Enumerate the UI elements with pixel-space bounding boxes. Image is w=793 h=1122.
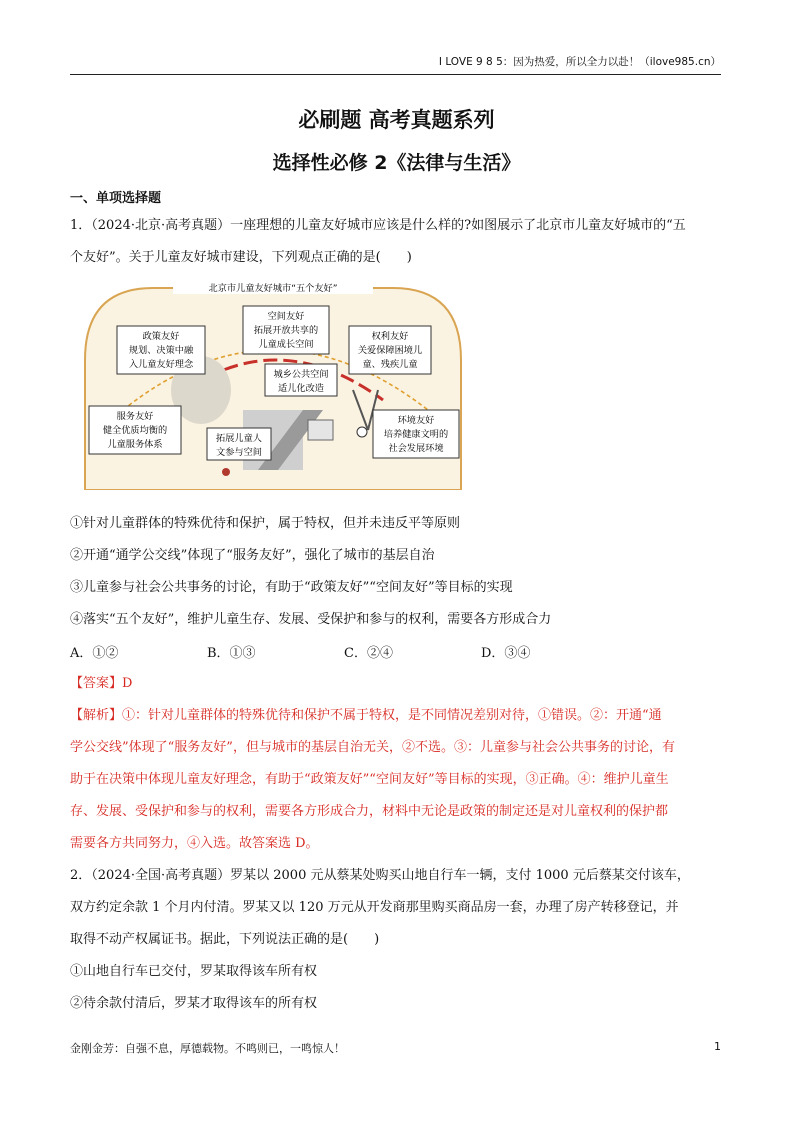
- box-environment-line-2: 培养健康文明的: [383, 429, 449, 440]
- q2-stem-line-2: 双方约定余款 1 个月内付清。罗某又以 120 万元从开发商那里购买商品房一套，办理了房产转移登记，并: [70, 900, 679, 915]
- q1-figure: [83, 280, 463, 490]
- q1-statement-3: ③儿童参与社会公共事务的讨论，有助于“政策友好”“空间友好”等目标的实现: [70, 580, 513, 595]
- box-service-line-3: 儿童服务体系: [107, 439, 163, 450]
- footer-motto: 金刚金芳：自强不息，厚德载物。不鸣则已，一鸣惊人！: [70, 1042, 345, 1055]
- box-space-line-1: 空间友好: [267, 311, 305, 322]
- box-public-space-line-2: 适儿化改造: [278, 383, 324, 394]
- box-policy-line-2: 规划、决策中融: [128, 345, 194, 356]
- q1-options: [70, 642, 618, 661]
- q1-statement-1: ①针对儿童群体的特殊优待和保护，属于特权，但并未违反平等原则: [70, 516, 461, 531]
- box-space-line-2: 拓展开放共享的: [253, 325, 319, 336]
- box-participation-line-1: 拓展儿童人: [216, 433, 262, 444]
- page-number: 1: [714, 1040, 721, 1053]
- box-environment-line-3: 社会发展环境: [388, 443, 444, 454]
- box-rights-line-2: 关爱保障困境儿: [357, 345, 423, 356]
- q2-stem-line-3: 取得不动产权属证书。据此，下列说法正确的是( ): [70, 932, 380, 947]
- wheelchair-icon: [357, 427, 367, 437]
- q1-analysis-line-5: 需要各方共同努力，④入选。故答案选 D。: [70, 836, 319, 851]
- q2-statement-2: ②待余款付清后，罗某才取得该车的所有权: [70, 996, 318, 1011]
- q1-analysis-line-4: 存、发展、受保护和参与的权利，需要各方形成合力，材料中无论是政策的制定还是对儿童权利的保护都: [70, 804, 669, 819]
- box-rights-line-3: 童、残疾儿童: [362, 359, 418, 370]
- q1-stem-line-2: 个友好”。关于儿童友好城市建设，下列观点正确的是( ): [70, 250, 412, 265]
- child-figure: [222, 468, 230, 476]
- option-d: D．③④: [481, 646, 531, 661]
- box-service-line-1: 服务友好: [116, 411, 154, 422]
- box-service-line-2: 健全优质均衡的: [102, 425, 168, 436]
- q1-analysis-line-2: 学公交线”体现了“服务友好”，但与城市的基层自治无关，②不选。③：儿童参与社会公共事务的讨论，有: [70, 740, 675, 755]
- q1-statement-2: ②开通“通学公交线”体现了“服务友好”，强化了城市的基层自治: [70, 548, 435, 563]
- page-header: [70, 54, 721, 75]
- header-text: I LOVE 9 8 5：因为热爱，所以全力以赴！（ilove985.cn）: [438, 56, 721, 68]
- page-subtitle: 选择性必修 2《法律与生活》: [272, 152, 521, 174]
- q1-stem-line-1: 1．（2024·北京·高考真题）一座理想的儿童友好城市应该是什么样的?如图展示了北京市儿童友好城市的“五: [70, 218, 686, 233]
- figure-title: 北京市儿童友好城市“五个友好”: [208, 283, 338, 294]
- q1-analysis-line-1: 【解析】①：针对儿童群体的特殊优待和保护不属于特权，是不同情况差别对待，①错误。②：开通“通: [70, 708, 662, 723]
- q2-stem-line-1: 2．（2024·全国·高考真题）罗某以 2000 元从蔡某处购买山地自行车一辆，支付 1000 元后蔡某交付该车，: [70, 868, 690, 883]
- box-rights-line-1: 权利友好: [371, 331, 409, 342]
- box-space-line-3: 儿童成长空间: [258, 339, 314, 350]
- q1-statement-4: ④落实“五个友好”，维护儿童生存、发展、受保护和参与的权利，需要各方形成合力: [70, 612, 552, 627]
- box-policy-line-3: 入儿童友好理念: [128, 359, 194, 370]
- q1-answer: 【答案】D: [70, 676, 133, 691]
- box-public-space-line-1: 城乡公共空间: [273, 369, 329, 380]
- q1-analysis-line-3: 助于在决策中体现儿童友好理念，有助于“政策友好”“空间友好”等目标的实现，③正确。④：维护儿童生: [70, 772, 669, 787]
- option-b: B．①③: [207, 646, 256, 661]
- section-heading: 一、单项选择题: [70, 191, 162, 206]
- box-participation-line-2: 文参与空间: [216, 447, 262, 458]
- bench-shape: [308, 420, 333, 440]
- box-environment-line-1: 环境友好: [397, 415, 435, 426]
- page-footer: [70, 1040, 721, 1056]
- option-c: C．②④: [344, 646, 393, 661]
- q2-statement-1: ①山地自行车已交付，罗某取得该车所有权: [70, 964, 318, 979]
- box-policy-line-1: 政策友好: [142, 331, 180, 342]
- page-title: 必刷题 高考真题系列: [298, 108, 495, 132]
- option-a: A．①②: [70, 646, 119, 661]
